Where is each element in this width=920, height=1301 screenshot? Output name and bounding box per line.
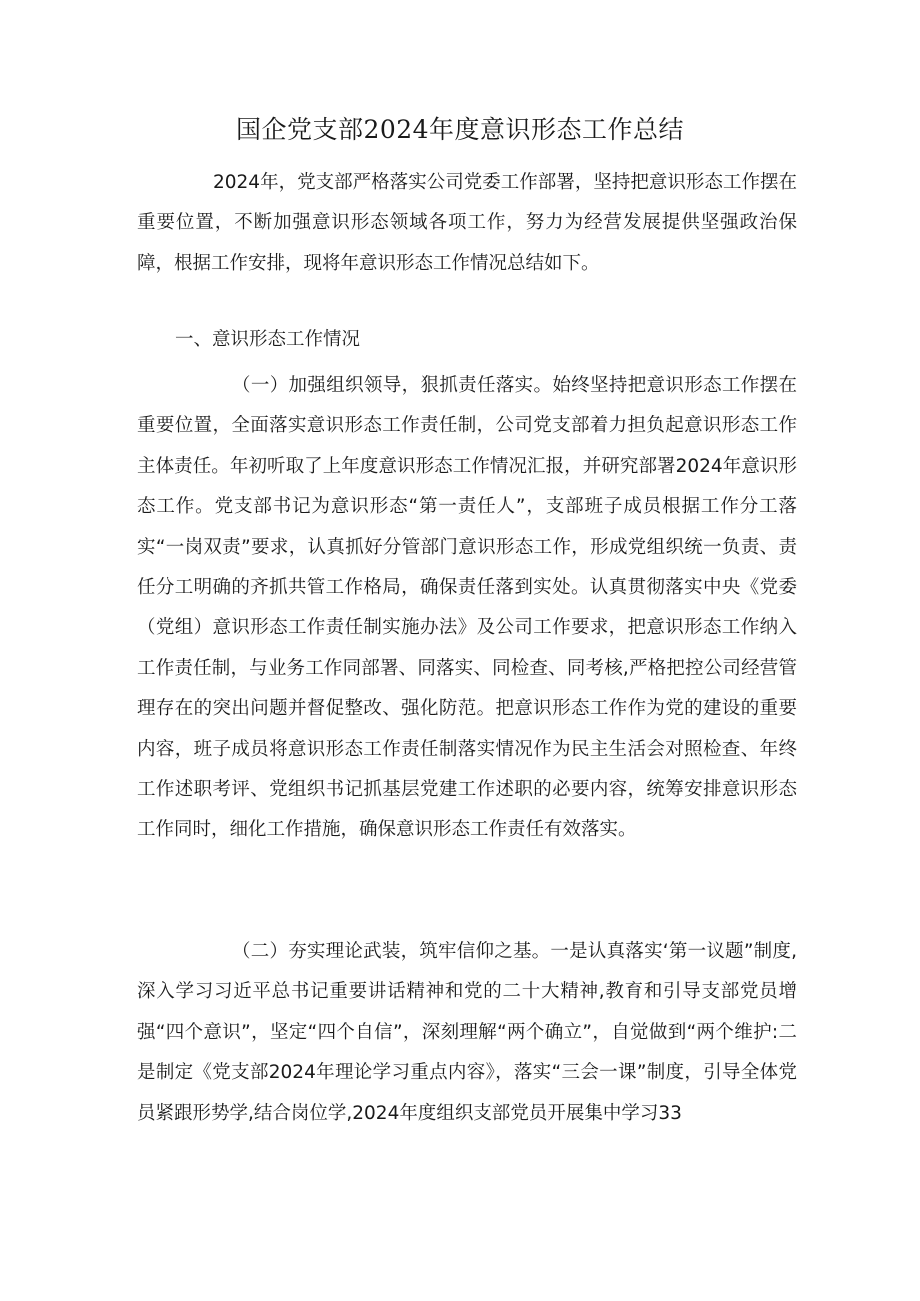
document-title: 国企党支部2024年度意识形态工作总结 [235,115,685,144]
paragraph-organization-leadership: （一）加强组织领导，狠抓责任落实。始终坚持把意识形态工作摆在重要位置，全面落实意识形态工作责任制，公司党支部着力担负起意识形态工作主体责任。年初听取了上年度意识形态工作情况汇报，并研究部署2024年意识形态工作。党支部书记为意识形态“第一责任人”，支部班子成员根据工作分工落实“一岗双责”要求，认真抓好分管部门意识形态工作，形成党组织统一负责、责任分工明确的齐抓共管工作格局，确保责任落到实处。认真贯彻落实中央《党委（党组）意识形态工作责任制实施办法》及公司工作要求，把意识形态工作纳入工作责任制，与业务工作同部署、同落实、同检查、同考核,严格把控公司经营管理存在的突出问题并督促整改、强化防范。把意识形态工作作为党的建设的重要内容，班子成员将意识形态工作责任制落实情况作为民主生活会对照检查、年终工作述职考评、党组织书记抓基层党建工作述职的必要内容，统筹安排意识形态工作同时，细化工作措施，确保意识形态工作责任有效落实。 [137,375,797,841]
paragraph-theory-study: （二）夯实理论武装，筑牢信仰之基。一是认真落实‘第一议题”制度,深入学习习近平总书记重要讲话精神和党的二十大精神,教育和引导支部党员增强“四个意识”，坚定“四个自信”，深刻理解“两个确立”，自觉做到“两个维护:二是制定《党支部2024年理论学习重点内容》，落实“三会一课”制度，引导全体党员紧跟形势学,结合岗位学,2024年度组织支部党员开展集中学习33 [137,941,797,1124]
section-heading: 一、意识形态工作情况 [175,329,361,350]
intro-paragraph: 2024年，党支部严格落实公司党委工作部署，坚持把意识形态工作摆在重要位置，不断加强意识形态领域各项工作，努力为经营发展提供坚强政治保障，根据工作安排，现将年意识形态工作情况总结如下。 [137,172,797,274]
